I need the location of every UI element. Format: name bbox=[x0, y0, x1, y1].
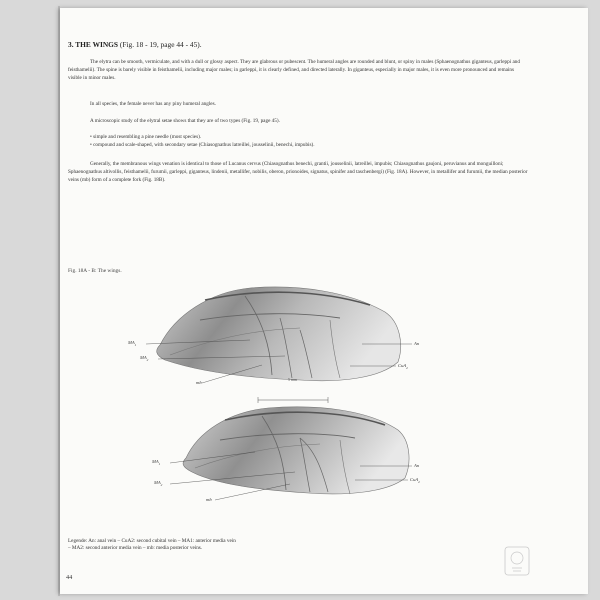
figure-legend bbox=[68, 538, 388, 553]
label-ma2-a: $MA_2$ bbox=[140, 355, 149, 362]
legend-line: Legende: An: anal vein – CuA2: second cubital vein – MA1: anterior media vein bbox=[68, 538, 236, 544]
paragraph-venation: Generally, the membranous wings venation is identical to those of Lucanus cervus (Chiasognathus benechi, grantii, jousselinii, latreillei, impubis; Chiasognathus gaujoni, peruvianus and monguilloni; Sphaenognathus altivollis, feisthamelii, furumii, garleppi, giganteus, lindenii, metallifer, nobilis, oberon, prionoides, signatus, spinifer and taschenbergi) (Fig. 18A). However, in metallifer and furumii, the median posterior veins (mb) form of a complete fork (Fig. 18B). bbox=[68, 161, 528, 184]
heading-figure-reference: (Fig. 18 - 19, page 44 - 45). bbox=[118, 40, 202, 49]
heading-title: 3. THE WINGS bbox=[68, 40, 119, 49]
page-number: 44 bbox=[66, 574, 73, 581]
label-ma2-b: $MA_2$ bbox=[154, 480, 163, 487]
paragraph-elytra: The elytra can be smooth, vermiculate, and with a dull or glossy aspect. They are glabrous or pubescent. The humeral angles are rounded and blunt, or spiny in males (Sphaenognathus giganteus, garleppi and feisthamelii). The spine is barely visible in feisthamelii, including major males; in garleppi, it is clearly defined, and directed laterally. In giganteus, especially in major males, it is even more pronounced and remains visible in minor males. bbox=[68, 59, 520, 82]
legend-line: – MA2: second anterior media vein – mb: media posterior veins. bbox=[68, 545, 203, 552]
label-cua2-a: CuA$_2$ bbox=[398, 363, 408, 370]
label-mb-b: mb bbox=[206, 497, 212, 502]
paragraph-female: In all species, the female never has any piny humeral angles. bbox=[90, 101, 216, 107]
wing-18a bbox=[146, 287, 412, 383]
label-cua2-b: CuA$_2$ bbox=[410, 477, 420, 484]
figure-caption: Fig. 18A - B: The wings. bbox=[68, 268, 122, 274]
wing-18b bbox=[170, 407, 412, 500]
list-item: • compound and scale-shaped, with secondary setae (Chiasognathus latreillei, jousselinii, benechi, impubis). bbox=[90, 142, 315, 149]
label-mb-a: mb bbox=[196, 380, 202, 385]
list-item: • simple and resembling a pine needle (most species). bbox=[90, 134, 202, 140]
label-ma1-a: $MA_1$ bbox=[128, 340, 137, 347]
label-an-b: An bbox=[414, 463, 420, 468]
publisher-seal-icon bbox=[504, 546, 530, 576]
label-ma1-b: $MA_1$ bbox=[152, 459, 161, 466]
label-an-a: An bbox=[414, 341, 420, 346]
scale-label: 5 mm bbox=[288, 377, 298, 382]
paragraph-setae: A microscopic study of the elytral setae shows that they are of two types (Fig. 19, page 45). bbox=[90, 118, 280, 124]
scale-bar bbox=[258, 397, 328, 403]
